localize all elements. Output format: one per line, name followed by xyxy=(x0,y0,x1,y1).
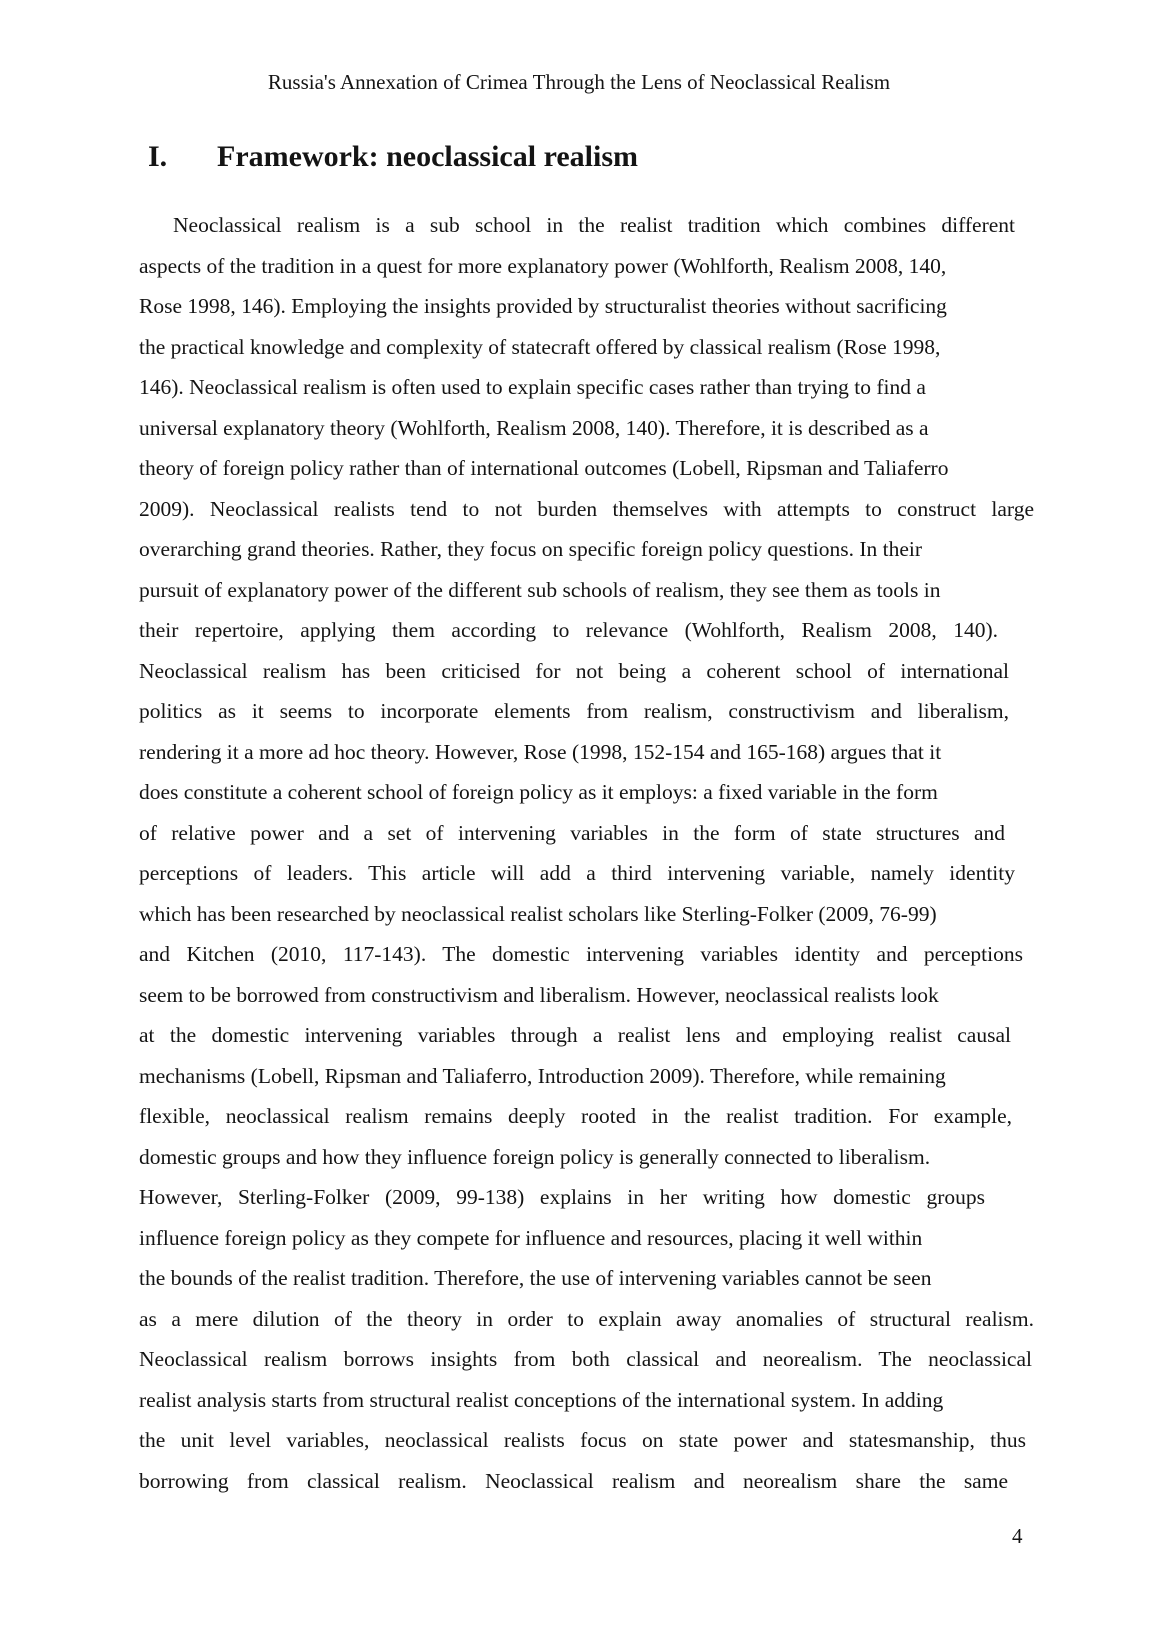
paragraph-line: Neoclassical realism borrows insights from both classical and neorealism. The neoclassical xyxy=(139,1347,1032,1371)
page-number: 4 xyxy=(1012,1524,1023,1548)
paragraph-line: domestic groups and how they influence foreign policy is generally connected to liberalism. xyxy=(139,1144,931,1169)
paragraph-line: aspects of the tradition in a quest for more explanatory power (Wohlforth, Realism 2008, 140, xyxy=(139,253,947,278)
paragraph-line: universal explanatory theory (Wohlforth, Realism 2008, 140). Therefore, it is described as a xyxy=(139,415,929,440)
paragraph-line: rendering it a more ad hoc theory. However, Rose (1998, 152-154 and 165-168) argues that it xyxy=(139,739,942,764)
paragraph-line: overarching grand theories. Rather, they focus on specific foreign policy questions. In their xyxy=(139,537,923,561)
paragraph-line: does constitute a coherent school of foreign policy as it employs: a fixed variable in the form xyxy=(139,780,938,804)
paragraph-line: 146). Neoclassical realism is often used to explain specific cases rather than trying to find a xyxy=(139,375,926,399)
paragraph-line: and Kitchen (2010, 117-143). The domestic intervening variables identity and perceptions xyxy=(139,942,1023,966)
paragraph-line: of relative power and a set of intervening variables in the form of state structures and xyxy=(139,820,1005,845)
paragraph-line: realist analysis starts from structural realist conceptions of the international system. In adding xyxy=(139,1387,944,1412)
paragraph-line: their repertoire, applying them according to relevance (Wohlforth, Realism 2008, 140). xyxy=(139,618,998,642)
section-number: I. xyxy=(148,140,168,173)
paragraph-line: mechanisms (Lobell, Ripsman and Taliaferro, Introduction 2009). Therefore, while remaining xyxy=(139,1063,946,1088)
paragraph-line: influence foreign policy as they compete for influence and resources, placing it well within xyxy=(139,1225,923,1250)
paragraph-line: borrowing from classical realism. Neoclassical realism and neorealism share the same xyxy=(139,1468,1008,1493)
body-paragraph xyxy=(139,205,1158,1501)
paragraph-line: Neoclassical realism is a sub school in the realist tradition which combines different xyxy=(173,213,1015,237)
paragraph-line: seem to be borrowed from constructivism and liberalism. However, neoclassical realists look xyxy=(139,982,939,1007)
paragraph-line: Rose 1998, 146). Employing the insights provided by structuralist theories without sacrificing xyxy=(139,294,947,318)
section-heading xyxy=(148,138,638,176)
running-header: Russia's Annexation of Crimea Through the Lens of Neoclassical Realism xyxy=(267,70,891,94)
paragraph-line: Neoclassical realism has been criticised for not being a coherent school of international xyxy=(139,658,1009,683)
paragraph-line: perceptions of leaders. This article will add a third intervening variable, namely identity xyxy=(139,861,1015,885)
paragraph-line: politics as it seems to incorporate elements from realism, constructivism and liberalism, xyxy=(139,699,1009,723)
paragraph-line: theory of foreign policy rather than of international outcomes (Lobell, Ripsman and Taliaferro xyxy=(139,456,949,480)
section-title: Framework: neoclassical realism xyxy=(217,140,639,173)
paragraph-line: the bounds of the realist tradition. Therefore, the use of intervening variables cannot be seen xyxy=(139,1266,932,1290)
paragraph-line: 2009). Neoclassical realists tend to not burden themselves with attempts to construct large xyxy=(139,496,1034,521)
paragraph-line: as a mere dilution of the theory in order to explain away anomalies of structural realism. xyxy=(139,1306,1034,1331)
paragraph-line: pursuit of explanatory power of the different sub schools of realism, they see them as tools in xyxy=(139,577,941,602)
paragraph-line: the practical knowledge and complexity of statecraft offered by classical realism (Rose 1998, xyxy=(139,334,941,359)
paragraph-line: which has been researched by neoclassical realist scholars like Sterling-Folker (2009, 76-99) xyxy=(139,901,937,926)
paragraph-line: However, Sterling-Folker (2009, 99-138) explains in her writing how domestic groups xyxy=(139,1185,985,1209)
paragraph-line: the unit level variables, neoclassical realists focus on state power and statesmanship, thus xyxy=(139,1428,1026,1452)
paragraph-line: at the domestic intervening variables through a realist lens and employing realist causal xyxy=(139,1023,1011,1047)
paragraph-line: flexible, neoclassical realism remains deeply rooted in the realist tradition. For example, xyxy=(139,1104,1012,1128)
